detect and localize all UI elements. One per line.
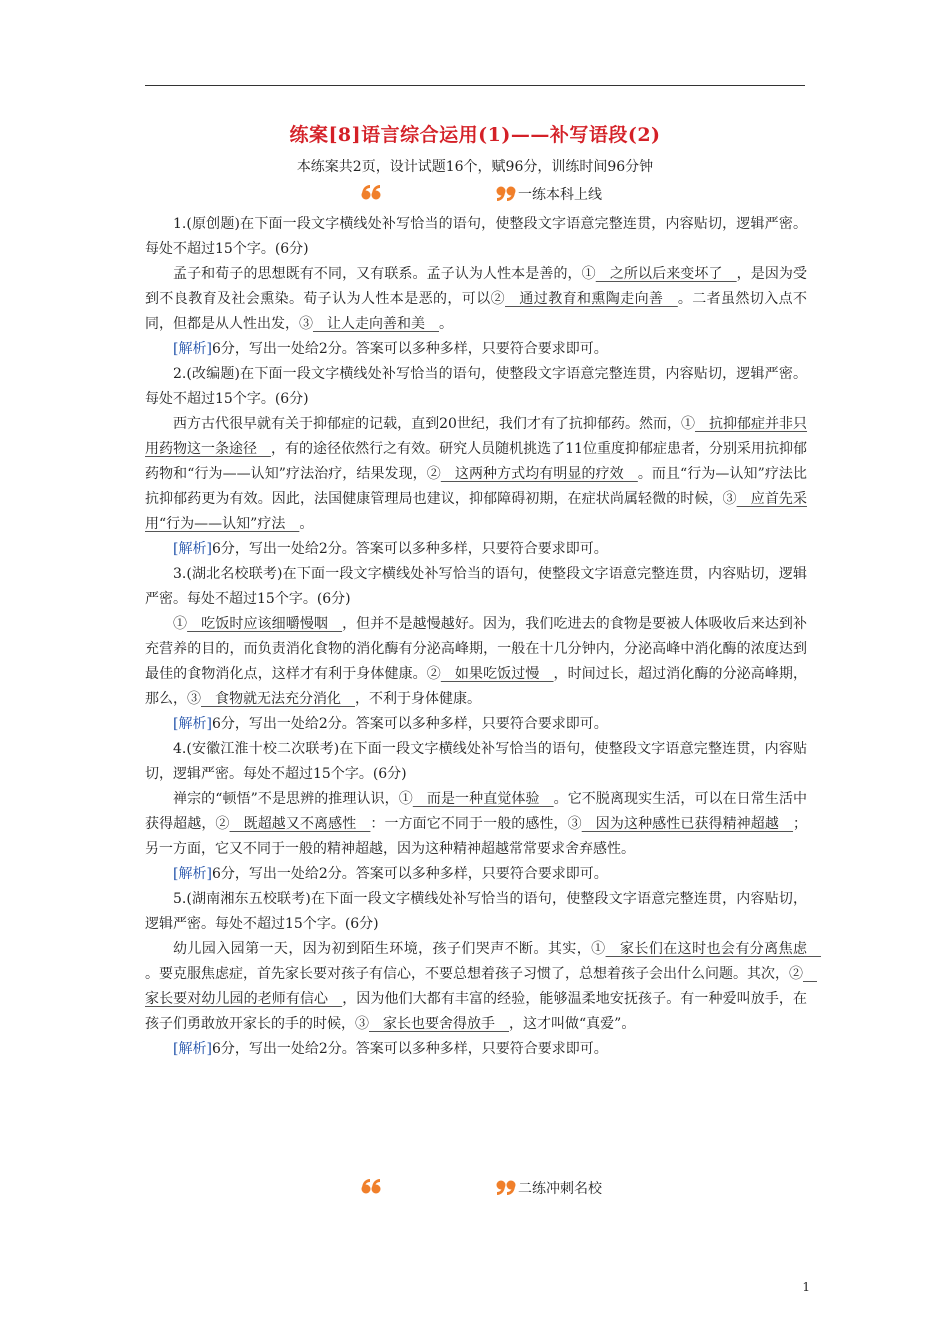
question-prompt: 3.(湖北名校联考)在下面一段文字横线处补写恰当的语句，使整段文字语意完整连贯，内容贴切，逻辑严密。每处不超过15个字。(6分) xyxy=(145,566,807,607)
question-analysis xyxy=(145,537,807,562)
quote-mark-icon xyxy=(495,1176,517,1198)
question-prompt: 4.(安徽江淮十校二次联考)在下面一段文字横线处补写恰当的语句，使整段文字语意完整连贯，内容贴切，逻辑严密。每处不超过15个字。(6分) xyxy=(145,741,807,782)
passage-text: 。而且“行为—认知”疗法比抗抑郁药更为有效。因此，法国健康管理局也建议，抑郁障碍初期，在症状尚属轻微的时候，③ xyxy=(145,466,807,507)
question-prompt: 2.(改编题)在下面一段文字横线处补写恰当的语句，使整段文字语意完整连贯，内容贴切，逻辑严密。每处不超过15个字。(6分) xyxy=(145,366,807,407)
quote-mark-icon xyxy=(360,1176,382,1198)
answer-blank: 食物就无法充分消化 xyxy=(201,691,355,707)
section-header-1 xyxy=(360,182,660,204)
question-passage xyxy=(145,787,807,862)
answer-blank: 让人走向善和美 xyxy=(313,316,439,332)
question-passage xyxy=(145,412,807,537)
question-prompt: 1.(原创题)在下面一段文字横线处补写恰当的语句，使整段文字语意完整连贯，内容贴切，逻辑严密。每处不超过15个字。(6分) xyxy=(145,216,807,257)
analysis-tag: [解析] xyxy=(173,341,212,357)
question-analysis xyxy=(145,712,807,737)
passage-text: 幼儿园入园第一天，因为初到陌生环境，孩子们哭声不断。其实，① xyxy=(173,941,606,957)
analysis-tag: [解析] xyxy=(173,1041,212,1057)
passage-text: 。二者虽然切入点不同，但都是从人性出发，③ xyxy=(145,291,808,332)
analysis-text: 6分，写出一处给2分。答案可以多种多样，只要符合要求即可。 xyxy=(211,866,608,882)
question-passage xyxy=(145,262,807,337)
passage-text: 西方古代很早就有关于抑郁症的记载，直到20世纪，我们才有了抗抑郁药。然而，① xyxy=(173,416,695,432)
answer-blank: 通过教育和熏陶走向善 xyxy=(505,291,678,307)
answer-blank: 家长们在这时也会有分离焦虑 xyxy=(605,941,822,957)
analysis-tag: [解析] xyxy=(173,716,212,732)
answer-blank: 抗抑郁症并非只用药物这一条途径 xyxy=(145,416,808,457)
answer-blank: 吃饭时应该细嚼慢咽 xyxy=(187,616,343,632)
passage-text: ，但并不是越慢越好。因为，我们吃进去的食物是要被人体吸收后来达到补充营养的目的，而负责消化食物的消化酶有分泌高峰期，一般在十几分钟内，分泌高峰中消化酶的浓度达到最佳的食物消化点，这样才有利于身体健康。② xyxy=(145,616,808,682)
section-label: 二练冲刺名校 xyxy=(518,1181,602,1197)
answer-blank: 而是一种直觉体验 xyxy=(412,791,554,807)
passage-text: 。 xyxy=(299,516,314,532)
page-title: 练案[8]语言综合运用(1)——补写语段(2) xyxy=(289,124,661,146)
passage-text: 孟子和荀子的思想既有不同，又有联系。孟子认为人性本是善的，① xyxy=(173,266,596,282)
answer-blank: 这两种方式均有明显的疗效 xyxy=(440,466,638,482)
answer-blank: 之所以后来变坏了 xyxy=(595,266,737,282)
question-analysis xyxy=(145,1037,807,1062)
page-number: 1 xyxy=(802,1280,810,1294)
passage-text: ：一方面它不同于一般的感性，③ xyxy=(370,816,582,832)
analysis-text: 6分，写出一处给2分。答案可以多种多样，只要符合要求即可。 xyxy=(211,341,608,357)
question-passage xyxy=(145,937,822,1037)
header-rule xyxy=(145,85,805,86)
section-label: 一练本科上线 xyxy=(518,187,602,203)
passage-text: 。 xyxy=(439,316,453,332)
analysis-text: 6分，写出一处给2分。答案可以多种多样，只要符合要求即可。 xyxy=(211,1041,608,1057)
question-passage xyxy=(145,612,807,712)
passage-text: 。要克服焦虑症，首先家长要对孩子有信心，不要总想着孩子习惯了，总想着孩子会出什么问题。其次，② xyxy=(145,966,803,982)
question-prompt: 5.(湖南湘东五校联考)在下面一段文字横线处补写恰当的语句，使整段文字语意完整连贯，内容贴切，逻辑严密。每处不超过15个字。(6分) xyxy=(145,891,807,932)
passage-text: ，是因为受到不良教育及社会熏染。荀子认为人性本是恶的，可以② xyxy=(145,266,808,307)
analysis-tag: [解析] xyxy=(173,866,212,882)
answer-blank: 家长也要舍得放手 xyxy=(369,1016,509,1032)
answer-blank: 既超越又不离感性 xyxy=(229,816,371,832)
analysis-text: 6分，写出一处给2分。答案可以多种多样，只要符合要求即可。 xyxy=(211,716,608,732)
section-header-2 xyxy=(360,1176,660,1198)
passage-text: ；另一方面，它又不同于一般的精神超越，因为这种精神超越常常要求舍弃感性。 xyxy=(145,816,808,857)
answer-blank: 因为这种感性已获得精神超越 xyxy=(581,816,794,832)
page-subtitle: 本练案共2页，设计试题16个，赋96分，训练时间96分钟 xyxy=(296,159,654,175)
analysis-tag: [解析] xyxy=(173,541,212,557)
passage-text: ，不利于身体健康。 xyxy=(355,691,481,707)
analysis-text: 6分，写出一处给2分。答案可以多种多样，只要符合要求即可。 xyxy=(211,541,608,557)
quote-mark-icon xyxy=(495,182,517,204)
answer-blank: 应首先采用“行为——认知”疗法 xyxy=(145,491,808,532)
answer-blank: 如果吃饭过慢 xyxy=(440,666,554,682)
passage-text: 。它不脱离现实生活，可以在日常生活中获得超越，② xyxy=(145,791,808,832)
passage-text: ，有的途径依然行之有效。研究人员随机挑选了11位重度抑郁症患者，分别采用抗抑郁药物和“行为——认知”疗法治疗，结果发现，② xyxy=(145,441,808,482)
question-analysis xyxy=(145,862,807,887)
question-analysis xyxy=(145,337,807,362)
passage-text: ，这才叫做“真爱”。 xyxy=(509,1016,636,1032)
passage-text: ，时间过长，超过消化酶的分泌高峰期，那么，③ xyxy=(145,666,808,707)
passage-text: 禅宗的“顿悟”不是思辨的推理认识，① xyxy=(173,791,413,807)
passage-text: ，因为他们大都有丰富的经验，能够温柔地安抚孩子。有一种爱叫放手，在孩子们勇敢放开家长的手的时候，③ xyxy=(145,991,807,1032)
quote-mark-icon xyxy=(360,182,382,204)
questions-content xyxy=(145,212,822,1062)
passage-text: ① xyxy=(173,616,188,632)
answer-blank: 家长要对幼儿园的老师有信心 xyxy=(145,966,817,1007)
